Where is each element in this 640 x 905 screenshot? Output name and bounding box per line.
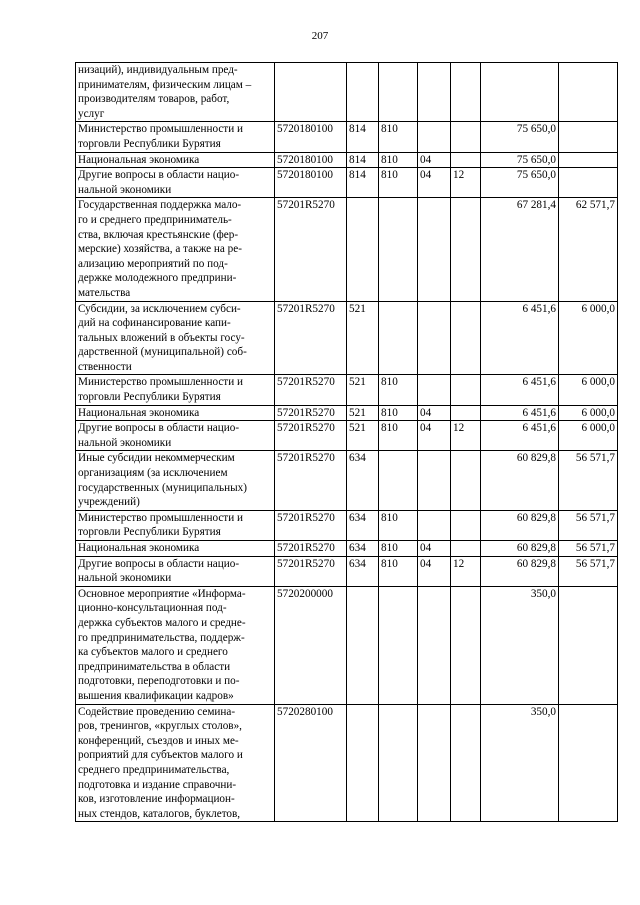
target-article-cell: 5720200000 [275,586,347,704]
subsection-cell [451,375,481,405]
amount-federal-cell: 56 571,7 [559,556,618,586]
ministry-code-cell [379,198,418,301]
ministry-code-cell: 810 [379,510,418,540]
section-cell [418,301,451,375]
table-row [76,152,618,168]
expense-type-cell [347,586,379,704]
subsection-cell [451,198,481,301]
amount-total-cell: 350,0 [481,586,559,704]
subsection-cell [451,510,481,540]
expense-type-cell: 634 [347,556,379,586]
table-row [76,556,618,586]
section-cell: 04 [418,405,451,421]
amount-federal-cell: 56 571,7 [559,451,618,510]
ministry-code-cell [379,63,418,122]
subsection-cell [451,586,481,704]
ministry-code-cell: 810 [379,152,418,168]
item-name-cell: Другие вопросы в области нацио- нальной экономики [76,421,275,451]
section-cell: 04 [418,556,451,586]
expense-type-cell [347,704,379,822]
item-name-cell: Содействие проведению семина- ров, тренингов, «круглых столов», конференций, съездов и иных ме- роприятий для субъектов малого и среднего предпринимательства, подготовка и издание справочни- ков, изготовление информацион- ных стендов, каталогов, буклетов, [76,704,275,822]
amount-federal-cell: 6 000,0 [559,421,618,451]
item-name-cell: Иные субсидии некоммерческим организациям (за исключением государственных (муниципальных) учреждений) [76,451,275,510]
amount-federal-cell: 62 571,7 [559,198,618,301]
section-cell: 04 [418,168,451,198]
section-cell [418,63,451,122]
amount-total-cell: 6 451,6 [481,421,559,451]
amount-federal-cell: 6 000,0 [559,405,618,421]
amount-total-cell: 75 650,0 [481,168,559,198]
expense-type-cell: 521 [347,375,379,405]
amount-federal-cell: 6 000,0 [559,375,618,405]
item-name-cell: Другие вопросы в области нацио- нальной экономики [76,168,275,198]
target-article-cell: 57201R5270 [275,301,347,375]
table-row [76,541,618,557]
amount-total-cell: 60 829,8 [481,556,559,586]
ministry-code-cell [379,704,418,822]
subsection-cell [451,122,481,152]
subsection-cell: 12 [451,168,481,198]
subsection-cell: 12 [451,421,481,451]
amount-total-cell: 6 451,6 [481,405,559,421]
amount-total-cell: 60 829,8 [481,451,559,510]
item-name-cell: Министерство промышленности и торговли Республики Бурятия [76,375,275,405]
expense-type-cell: 814 [347,168,379,198]
subsection-cell [451,704,481,822]
target-article-cell [275,63,347,122]
ministry-code-cell: 810 [379,421,418,451]
expense-type-cell: 521 [347,421,379,451]
item-name-cell: Государственная поддержка мало- го и среднего предприниматель- ства, включая крестьянские (фер- мерские) хозяйства, а также на ре- ализацию мероприятий по под- держке молодежного предприни- мательства [76,198,275,301]
budget-table [75,62,618,822]
table-row [76,510,618,540]
amount-federal-cell [559,152,618,168]
section-cell [418,510,451,540]
target-article-cell: 57201R5270 [275,510,347,540]
table-row [76,301,618,375]
target-article-cell: 5720180100 [275,122,347,152]
section-cell: 04 [418,541,451,557]
item-name-cell: Министерство промышленности и торговли Республики Бурятия [76,510,275,540]
item-name-cell: Национальная экономика [76,405,275,421]
section-cell [418,704,451,822]
amount-federal-cell [559,168,618,198]
item-name-cell: Другие вопросы в области нацио- нальной экономики [76,556,275,586]
ministry-code-cell [379,301,418,375]
target-article-cell: 57201R5270 [275,198,347,301]
table-row [76,168,618,198]
section-cell [418,375,451,405]
table-row [76,122,618,152]
amount-total-cell: 350,0 [481,704,559,822]
subsection-cell: 12 [451,556,481,586]
ministry-code-cell: 810 [379,122,418,152]
amount-total-cell [481,63,559,122]
expense-type-cell: 634 [347,510,379,540]
target-article-cell: 5720180100 [275,152,347,168]
ministry-code-cell: 810 [379,541,418,557]
amount-federal-cell [559,63,618,122]
section-cell [418,451,451,510]
table-row [76,704,618,822]
ministry-code-cell: 810 [379,168,418,198]
amount-total-cell: 60 829,8 [481,510,559,540]
table-row [76,405,618,421]
subsection-cell [451,405,481,421]
ministry-code-cell: 810 [379,375,418,405]
ministry-code-cell: 810 [379,405,418,421]
section-cell [418,198,451,301]
expense-type-cell [347,63,379,122]
amount-federal-cell: 6 000,0 [559,301,618,375]
subsection-cell [451,152,481,168]
table-row [76,375,618,405]
subsection-cell [451,63,481,122]
section-cell: 04 [418,152,451,168]
subsection-cell [451,541,481,557]
amount-federal-cell [559,122,618,152]
target-article-cell: 57201R5270 [275,405,347,421]
target-article-cell: 5720180100 [275,168,347,198]
item-name-cell: Основное мероприятие «Информа- ционно-консультационная под- держка субъектов малого и средне- го предпринимательства, поддерж- ка субъектов малого и среднего предпринимательства в области подготовки, переподготовки и по- вышения квалификации кадров» [76,586,275,704]
amount-total-cell: 75 650,0 [481,152,559,168]
target-article-cell: 57201R5270 [275,541,347,557]
subsection-cell [451,451,481,510]
section-cell [418,122,451,152]
amount-federal-cell [559,704,618,822]
table-row [76,63,618,122]
amount-total-cell: 75 650,0 [481,122,559,152]
expense-type-cell [347,198,379,301]
amount-federal-cell: 56 571,7 [559,541,618,557]
target-article-cell: 57201R5270 [275,451,347,510]
expense-type-cell: 814 [347,152,379,168]
page-number: 207 [311,30,329,42]
item-name-cell: Национальная экономика [76,541,275,557]
ministry-code-cell [379,586,418,704]
table-row [76,198,618,301]
table-row [76,421,618,451]
expense-type-cell: 634 [347,541,379,557]
target-article-cell: 5720280100 [275,704,347,822]
amount-total-cell: 67 281,4 [481,198,559,301]
ministry-code-cell: 810 [379,556,418,586]
section-cell: 04 [418,421,451,451]
item-name-cell: Субсидии, за исключением субси- дий на софинансирование капи- тальных вложений в объекты госу- дарственной (муниципальной) соб- ственности [76,301,275,375]
section-cell [418,586,451,704]
expense-type-cell: 814 [347,122,379,152]
table-row [76,451,618,510]
item-name-cell: Национальная экономика [76,152,275,168]
subsection-cell [451,301,481,375]
expense-type-cell: 634 [347,451,379,510]
item-name-cell: низаций), индивидуальным пред- принимателям, физическим лицам – производителям товаров, работ, услуг [76,63,275,122]
item-name-cell: Министерство промышленности и торговли Республики Бурятия [76,122,275,152]
target-article-cell: 57201R5270 [275,375,347,405]
ministry-code-cell [379,451,418,510]
expense-type-cell: 521 [347,301,379,375]
amount-federal-cell [559,586,618,704]
target-article-cell: 57201R5270 [275,421,347,451]
expense-type-cell: 521 [347,405,379,421]
target-article-cell: 57201R5270 [275,556,347,586]
amount-total-cell: 6 451,6 [481,375,559,405]
table-row [76,586,618,704]
amount-total-cell: 60 829,8 [481,541,559,557]
amount-federal-cell: 56 571,7 [559,510,618,540]
amount-total-cell: 6 451,6 [481,301,559,375]
